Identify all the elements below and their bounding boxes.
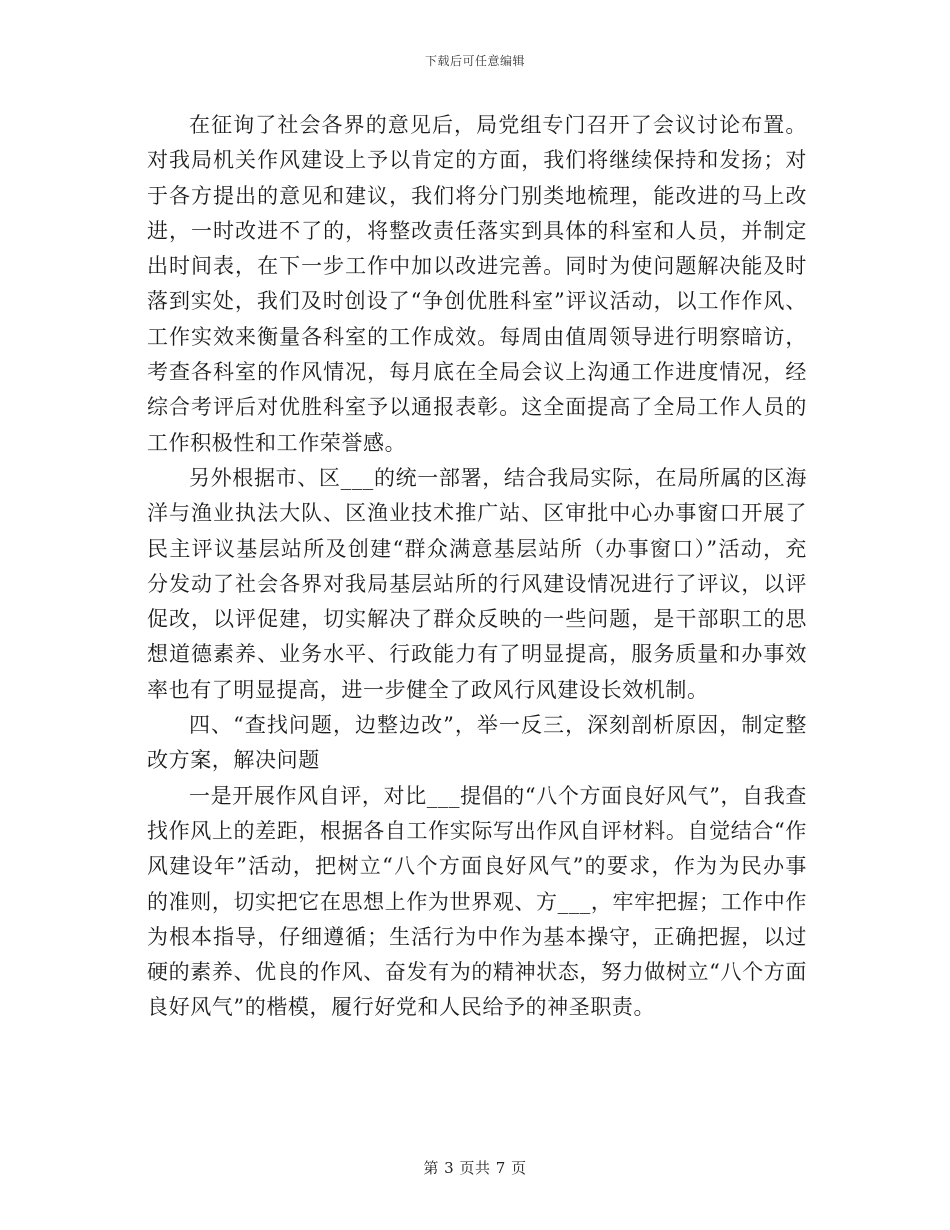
document-body: [147, 108, 807, 1026]
paragraph-grassroots-evaluation: 另外根据市、区___的统一部署，结合我局实际，在局所属的区海洋与渔业执法大队、区渔业技术推广站、区审批中心办事窗口开展了民主评议基层站所及创建“群众满意基层站所（办事窗口）”活动，充分发动了社会各界对我局基层站所的行风建设情况进行了评议，以评促改，以评促建，切实解决了群众反映的一些问题，是干部职工的思想道德素养、业务水平、行政能力有了明显提高，服务质量和办事效率也有了明显提高，进一步健全了政风行风建设长效机制。: [147, 465, 807, 702]
page-number: 第 3 页共 7 页: [423, 1159, 527, 1177]
page-header-note: 下载后可任意编辑: [424, 54, 525, 68]
paragraph-meeting-review: 在征询了社会各界的意见后，局党组专门召开了会议讨论布置。对我局机关作风建设上予以肯定的方面，我们将继续保持和发扬；对于各方提出的意见和建议，我们将分门别类地梳理，能改进的马上改进，一时改进不了的，将整改责任落实到具体的科室和人员，并制定出时间表，在下一步工作中加以改进完善。同时为使问题解决能及时落到实处，我们及时创设了“争创优胜科室”评议活动，以工作作风、工作实效来衡量各科室的工作成效。每周由值周领导进行明察暗访，考查各科室的作风情况，每月底在全局会议上沟通工作进度情况，经综合考评后对优胜科室予以通报表彰。这全面提高了全局工作人员的工作积极性和工作荣誉感。: [147, 113, 807, 455]
section-heading-four: 四、“查找问题，边整边改”，举一反三，深刻剖析原因，制定整改方案，解决问题: [147, 713, 807, 773]
paragraph-self-evaluation: 一是开展作风自评，对比___提倡的“八个方面良好风气”，自我查找作风上的差距，根据各自工作实际写出作风自评材料。自觉结合“作风建设年”活动，把树立“八个方面良好风气”的要求，作为为民办事的准则，切实把它在思想上作为世界观、方___，牢牢把握；工作中作为根本指导，仔细遵循；生活行为中作为基本操守，正确把握，以过硬的素养、优良的作风、奋发有为的精神状态，努力做树立“八个方面良好风气”的楷模，履行好党和人民给予的神圣职责。: [147, 783, 807, 1020]
